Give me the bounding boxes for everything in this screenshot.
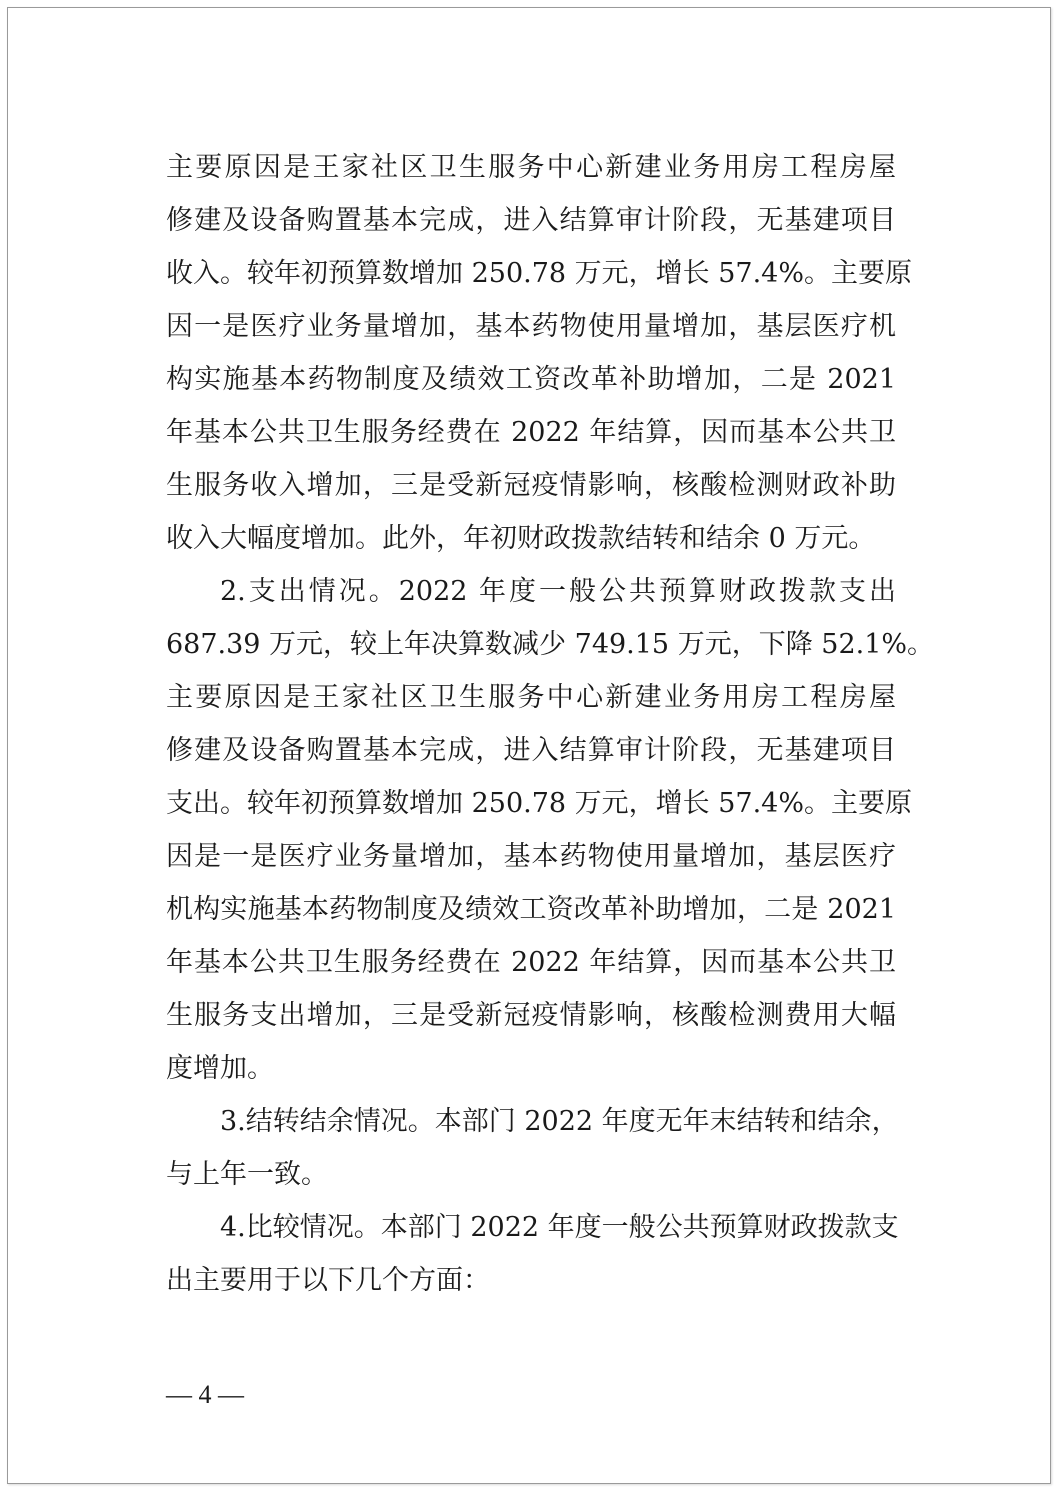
text-line: 4.比较情况。本部门 2022 年度一般公共预算财政拨款支 bbox=[220, 1212, 899, 1243]
document-body bbox=[166, 141, 935, 1307]
text-line: 3.结转结余情况。本部门 2022 年度无年末结转和结余， bbox=[220, 1106, 899, 1137]
text-line: 生服务支出增加，三是受新冠疫情影响，核酸检测费用大幅 bbox=[166, 1000, 896, 1031]
text-line: 支出。较年初预算数增加 250.78 万元，增长 57.4%。主要原 bbox=[166, 788, 912, 819]
paragraph-expenditure bbox=[166, 565, 935, 1095]
paragraph-comparison bbox=[166, 1201, 899, 1307]
text-line: 修建及设备购置基本完成，进入结算审计阶段，无基建项目 bbox=[166, 205, 896, 236]
text-line: 构实施基本药物制度及绩效工资改革补助增加，二是 2021 bbox=[166, 364, 896, 395]
text-line: 因是一是医疗业务量增加，基本药物使用量增加，基层医疗 bbox=[166, 841, 896, 872]
text-line: 因一是医疗业务量增加，基本药物使用量增加，基层医疗机 bbox=[166, 311, 896, 342]
text-line: 机构实施基本药物制度及绩效工资改革补助增加，二是 2021 bbox=[166, 894, 896, 925]
text-line: 年基本公共卫生服务经费在 2022 年结算，因而基本公共卫 bbox=[166, 417, 896, 448]
text-line: 出主要用于以下几个方面： bbox=[166, 1265, 490, 1296]
text-line: 与上年一致。 bbox=[166, 1159, 328, 1190]
text-line: 收入。较年初预算数增加 250.78 万元，增长 57.4%。主要原 bbox=[166, 258, 912, 289]
paragraph-carryover bbox=[166, 1095, 899, 1201]
text-line: 修建及设备购置基本完成，进入结算审计阶段，无基建项目 bbox=[166, 735, 896, 766]
text-line: 主要原因是王家社区卫生服务中心新建业务用房工程房屋 bbox=[166, 152, 896, 183]
text-line: 687.39 万元，较上年决算数减少 749.15 万元，下降 52.1%。 bbox=[166, 629, 935, 660]
text-line: 主要原因是王家社区卫生服务中心新建业务用房工程房屋 bbox=[166, 682, 896, 713]
text-line: 生服务收入增加，三是受新冠疫情影响，核酸检测财政补助 bbox=[166, 470, 896, 501]
text-line: 2.支出情况。2022 年度一般公共预算财政拨款支出 bbox=[220, 576, 896, 607]
text-line: 收入大幅度增加。此外，年初财政拨款结转和结余 0 万元。 bbox=[166, 523, 876, 554]
text-line: 年基本公共卫生服务经费在 2022 年结算，因而基本公共卫 bbox=[166, 947, 896, 978]
paragraph-income-continuation bbox=[166, 141, 912, 565]
page-number: — 4 — bbox=[166, 1380, 244, 1409]
text-line: 度增加。 bbox=[166, 1053, 274, 1084]
